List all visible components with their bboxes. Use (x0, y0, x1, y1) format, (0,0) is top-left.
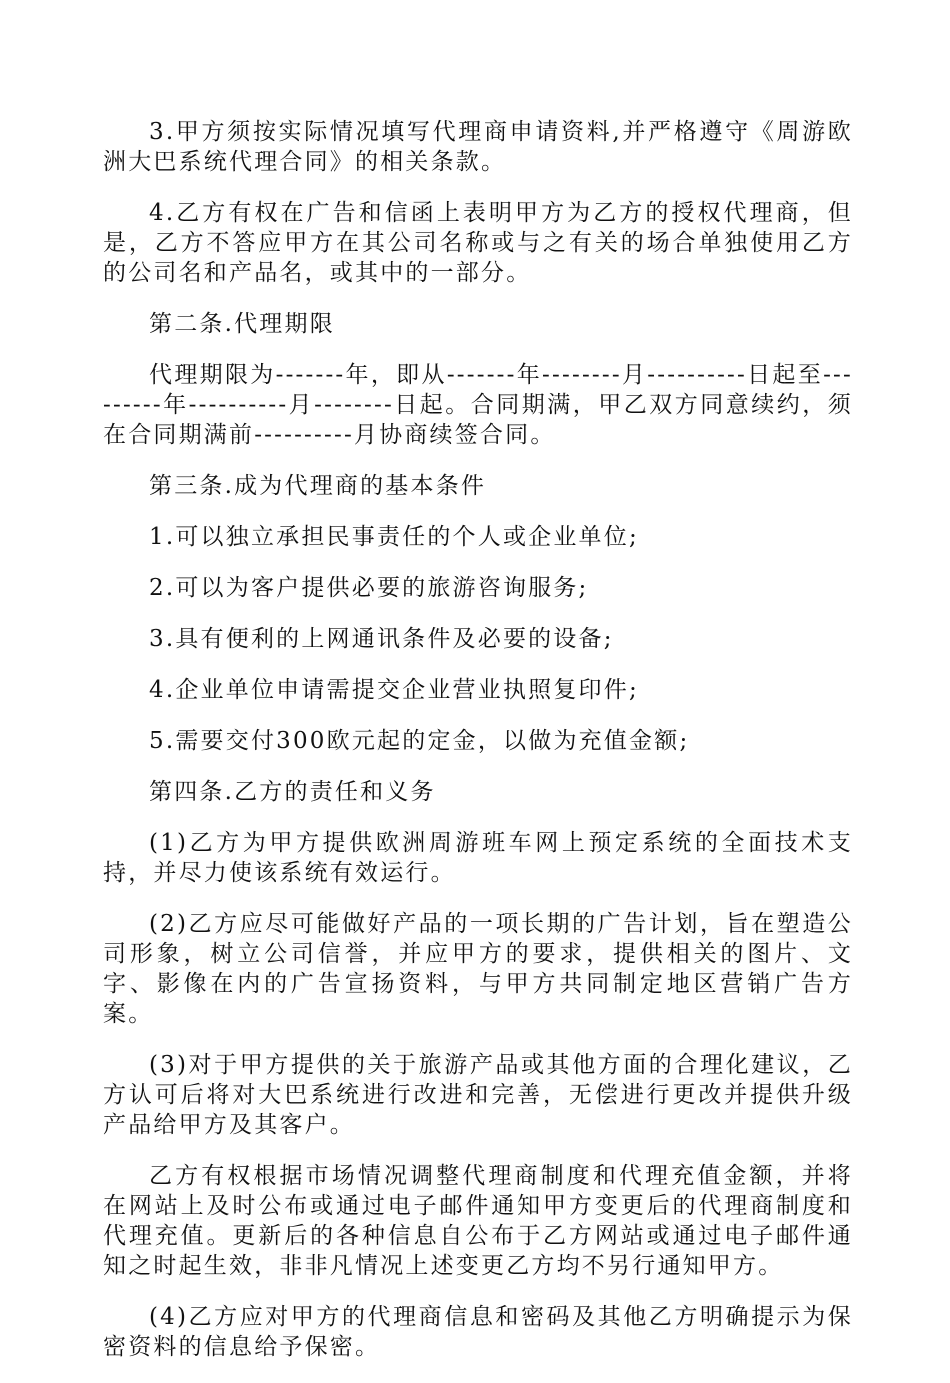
clause-3-paragraph: 3.甲方须按实际情况填写代理商申请资料,并严格遵守《周游欧洲大巴系统代理合同》的相关条款。 (103, 119, 853, 175)
condition-item-1: 1.可以独立承担民事责任的个人或企业单位; (149, 524, 639, 550)
article-4-heading: 第四条.乙方的责任和义务 (149, 779, 436, 805)
duty-3-paragraph: (3)对于甲方提供的关于旅游产品或其他方面的合理化建议，乙方认可后将对大巴系统进行改进和完善，无偿进行更改并提供升级产品给甲方及其客户。 (103, 1052, 853, 1138)
duty-1-paragraph: (1)乙方为甲方提供欧洲周游班车网上预定系统的全面技术支持，并尽力使该系统有效运行。 (103, 830, 853, 886)
article-3-heading: 第三条.成为代理商的基本条件 (149, 473, 487, 499)
article-2-heading: 第二条.代理期限 (149, 311, 335, 337)
condition-item-5: 5.需要交付300欧元起的定金，以做为充值金额; (149, 728, 690, 754)
document-body (103, 117, 853, 1383)
agency-term-paragraph: 代理期限为-------年，即从-------年--------月----------日起至---------年----------月--------日起。合同期满，甲乙双方同意续约，须在合同期满前----------月协商续签合同。 (103, 362, 853, 448)
condition-item-4: 4.企业单位申请需提交企业营业执照复印件; (149, 677, 639, 703)
clause-4-paragraph: 4.乙方有权在广告和信函上表明甲方为乙方的授权代理商，但是，乙方不答应甲方在其公司名称或与之有关的场合单独使用乙方的公司名和产品名，或其中的一部分。 (103, 200, 853, 286)
condition-item-3: 3.具有便利的上网通讯条件及必要的设备; (149, 626, 614, 652)
duty-2-paragraph: (2)乙方应尽可能做好产品的一项长期的广告计划，旨在塑造公司形象，树立公司信誉，并应甲方的要求，提供相关的图片、文字、影像在内的广告宣扬资料，与甲方共同制定地区营销广告方案。 (103, 911, 853, 1027)
duty-4-paragraph: (4)乙方应对甲方的代理商信息和密码及其他乙方明确提示为保密资料的信息给予保密。 (103, 1304, 853, 1360)
adjustment-paragraph: 乙方有权根据市场情况调整代理商制度和代理充值金额，并将在网站上及时公布或通过电子邮件通知甲方变更后的代理商制度和代理充值。更新后的各种信息自公布于乙方网站或通过电子邮件通知之时起生效，非非凡情况上述变更乙方均不另行通知甲方。 (103, 1163, 853, 1279)
condition-item-2: 2.可以为客户提供必要的旅游咨询服务; (149, 575, 589, 601)
